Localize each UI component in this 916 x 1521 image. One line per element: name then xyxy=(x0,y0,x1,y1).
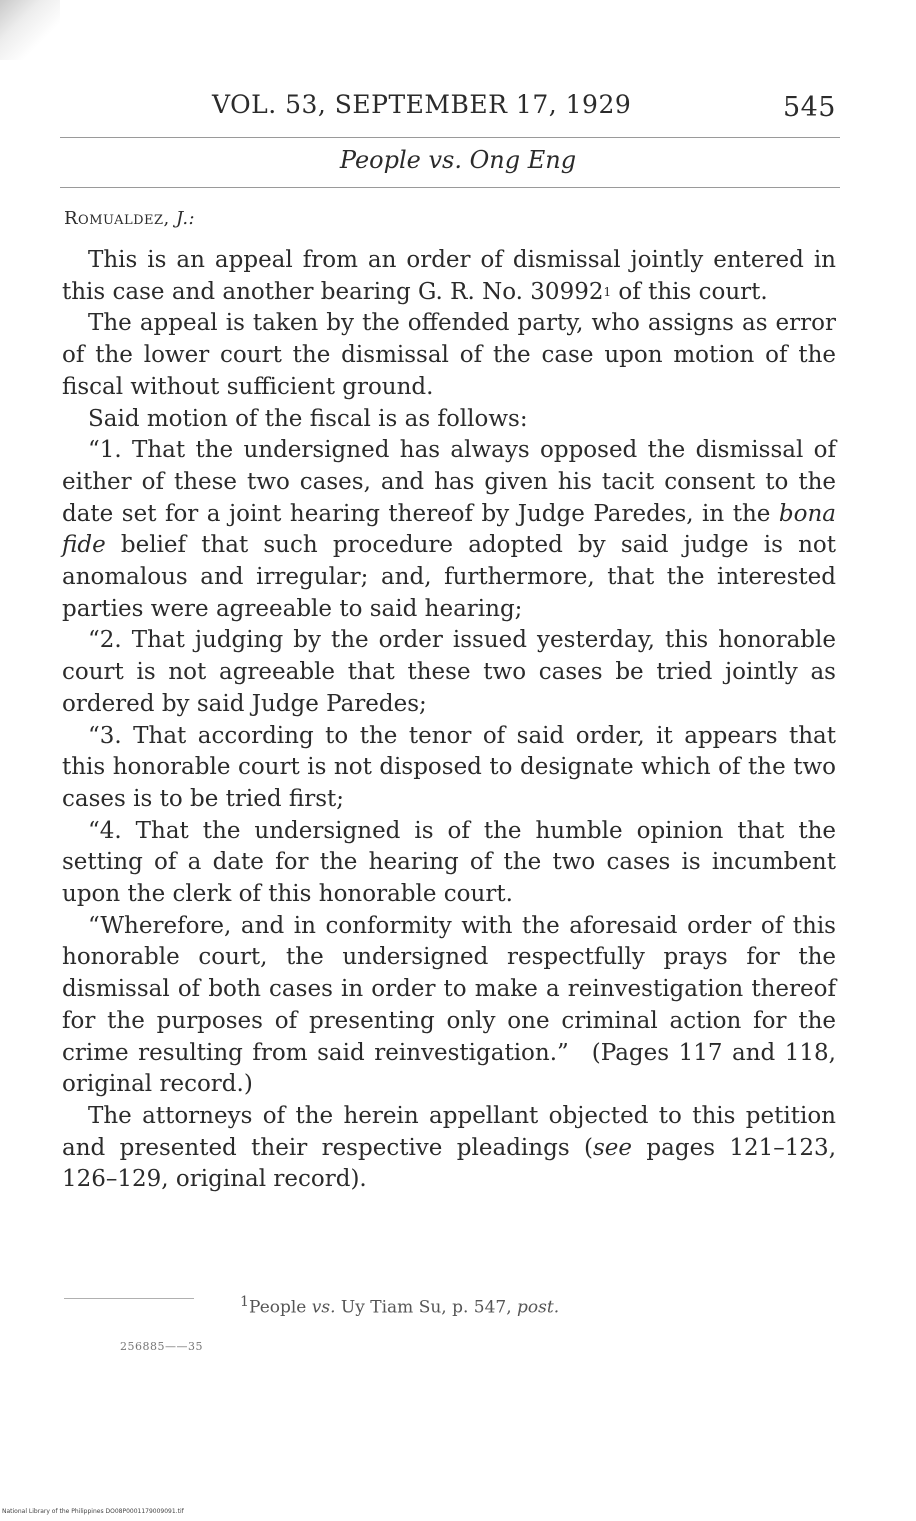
ponente-line xyxy=(64,208,195,229)
justice-name: Romualdez, xyxy=(64,208,170,229)
scan-identifier: National Library of the Philippines DO08P0001179009091.tif xyxy=(2,1508,184,1515)
printer-code: 256885——35 xyxy=(120,1340,203,1353)
running-header xyxy=(200,86,840,126)
page-number: 545 xyxy=(782,92,836,123)
paragraph: “3. That according to the tenor of said order, it appears that this honorable court is not disposed to designate which of the two cases is to be tried first; xyxy=(62,722,836,812)
header-rule-bottom xyxy=(60,187,840,188)
case-title: People vs. Ong Eng xyxy=(339,146,577,174)
paragraph: “Wherefore, and in conformity with the aforesaid order of this honorable court, the undersigned respectfully prays for the dismissal of both cases in order to make a reinvestigation thereof for the purposes of presenting only one criminal action for the crime resulting from said reinvestigation.” (Pages 117 and 118, original record.) xyxy=(62,912,836,1098)
footnote: $^1$People vs. Uy Tiam Su, p. 547, post. xyxy=(240,1294,560,1318)
justice-title: J.: xyxy=(176,208,196,229)
paragraph: “4. That the undersigned is of the humble opinion that the setting of a date for the hearing of the two cases is incumbent upon the clerk of this honorable court. xyxy=(62,817,836,908)
paragraph: This is an appeal from an order of dismissal jointly entered in this case and another bearing G. R. No. 30992$^1$ of this court. xyxy=(62,247,836,305)
header-rule-top xyxy=(60,137,840,138)
paragraph: “2. That judging by the order issued yesterday, this honorable court is not agreeable that these two cases be tried jointly as ordered by said Judge Paredes; xyxy=(62,627,836,717)
footnote-reference: 1 xyxy=(603,284,612,299)
footnote-marker: 1 xyxy=(240,1294,250,1310)
paragraph: “1. That the undersigned has always opposed the dismissal of either of these two cases, and has given his tacit consent to the date set for a joint hearing thereof by Judge Paredes, in the bona fide belief that such procedure adopted by said judge is not anomalous and irregular; and, furthermore, that the interested parties were agreeable to said hearing; xyxy=(62,437,836,622)
italic-phrase: see xyxy=(593,1134,633,1161)
paragraph: The appeal is taken by the offended party, who assigns as error of the lower court the dismissal of the case upon motion of the fiscal without sufficient ground. xyxy=(62,310,836,400)
volume-date-line: VOL. 53, SEPTEMBER 17, 1929 xyxy=(212,90,632,119)
opinion-body xyxy=(62,245,836,1196)
paragraph: Said motion of the fiscal is as follows: xyxy=(88,405,528,432)
scan-corner-shadow xyxy=(0,0,60,60)
footnote-rule xyxy=(64,1298,194,1299)
italic-phrase: bona fide xyxy=(62,500,836,559)
paragraph: The attorneys of the herein appellant objected to this petition and presented their respective pleadings (see pages 121–123, 126–129, original record). xyxy=(62,1102,837,1193)
